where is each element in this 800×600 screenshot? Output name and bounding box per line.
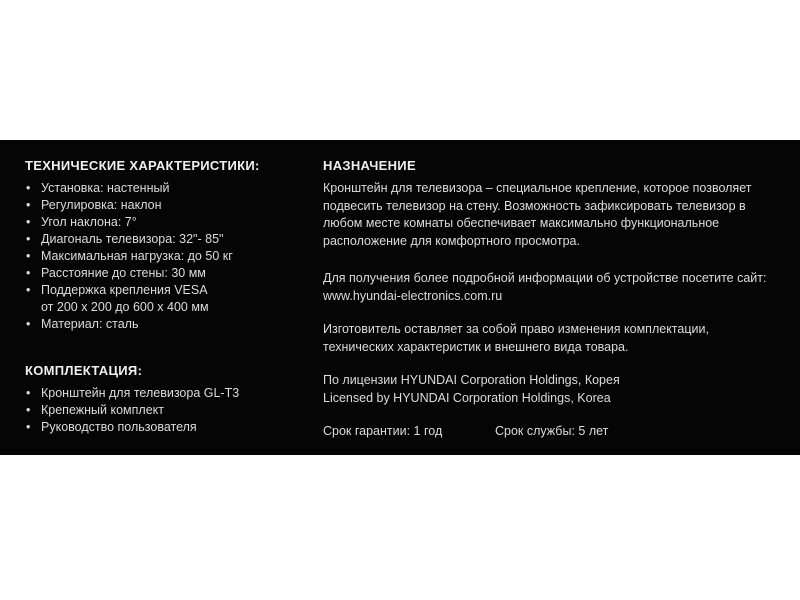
bullet-icon: • (26, 403, 31, 417)
vesa-range: от 200 x 200 до 600 x 400 мм (41, 300, 209, 314)
license-ru: По лицензии HYUNDAI Corporation Holdings, Корея (323, 373, 620, 387)
bullet-icon: • (26, 386, 31, 400)
spec-item: • Расстояние до стены: 30 мм (26, 266, 206, 280)
info-text: Для получения более подробной информации об устройстве посетите сайт: (323, 271, 767, 285)
warranty-service: Срок службы: 5 лет (495, 424, 609, 438)
bullet-icon: • (26, 420, 31, 434)
warranty-row (323, 423, 783, 441)
spec-item: • Поддержка крепления VESA от 200 x 200 до 600 x 400 мм (25, 282, 305, 316)
kit-item: • Кронштейн для телевизора GL-T3 (26, 386, 240, 400)
bullet-icon: • (26, 232, 31, 246)
specs-list (25, 180, 305, 333)
spec-item: • Регулировка: наклон (26, 198, 162, 212)
spec-item: • Диагональ телевизора: 32"- 85" (26, 232, 224, 246)
kit-item: • Крепежный комплект (26, 403, 164, 417)
bullet-icon: • (26, 283, 31, 297)
license-block (323, 372, 783, 407)
spec-item: • Максимальная нагрузка: до 50 кг (26, 249, 233, 263)
purpose-text: Кронштейн для телевизора – специальное крепление, которое позволяет подвесить телевизор на стену. Возможность зафиксировать телевизор в любом месте комнаты обеспечивает максимально функциональное расположение для комфортного просмотра. (323, 181, 752, 248)
kit-item: • Руководство пользователя (26, 420, 197, 434)
info-block (323, 270, 783, 305)
bullet-icon: • (26, 215, 31, 229)
license-en: Licensed by HYUNDAI Corporation Holdings, Korea (323, 390, 611, 405)
purpose-heading: НАЗНАЧЕНИЕ (323, 158, 416, 173)
spec-item: • Угол наклона: 7° (26, 215, 137, 229)
kit-list (25, 385, 305, 436)
kit-heading: КОМПЛЕКТАЦИЯ: (25, 363, 143, 378)
product-label (0, 140, 800, 455)
disclaimer-text: Изготовитель оставляет за собой право изменения комплектации, технических характеристик и внешнего вида товара. (323, 322, 709, 354)
right-column (323, 158, 783, 441)
bullet-icon: • (26, 198, 31, 212)
bullet-icon: • (26, 181, 31, 195)
bullet-icon: • (26, 249, 31, 263)
warranty-guarantee: Срок гарантии: 1 год (323, 424, 443, 438)
spec-item: • Материал: сталь (26, 317, 139, 331)
kit-section (25, 363, 305, 436)
bullet-icon: • (26, 317, 31, 331)
specs-heading: ТЕХНИЧЕСКИЕ ХАРАКТЕРИСТИКИ: (25, 158, 260, 173)
left-column (25, 158, 305, 436)
spec-item: • Установка: настенный (26, 181, 170, 195)
bullet-icon: • (26, 266, 31, 280)
website-url: www.hyundai-electronics.com.ru (323, 288, 503, 303)
